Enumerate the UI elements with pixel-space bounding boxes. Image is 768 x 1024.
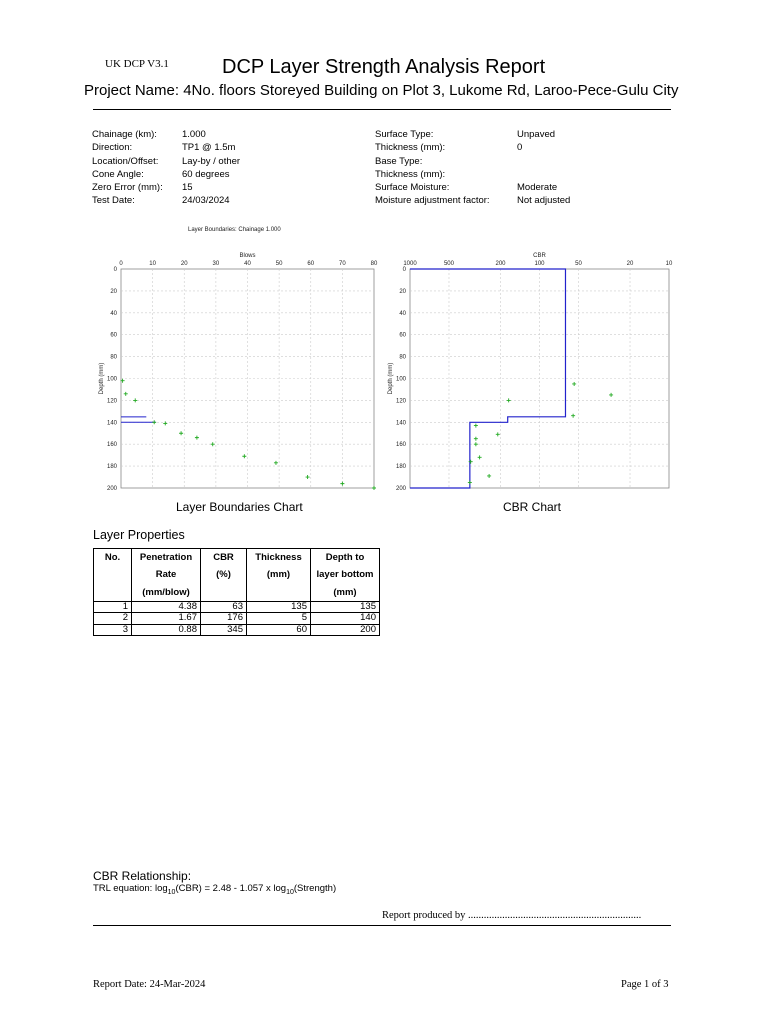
table-row [94,601,380,613]
col-header-thickness [247,549,311,602]
report-produced-by: Report produced by .................................................................. [382,910,642,921]
table-row [94,613,380,625]
info-label: Surface Moisture: [375,182,450,194]
cbr-chart-caption: CBR Chart [503,500,562,514]
col-header-no [94,549,132,602]
y-tick-label: 100 [106,376,117,383]
y-tick-label: 100 [395,376,406,383]
info-value: Not adjusted [517,195,571,207]
y-tick-label: 40 [110,310,117,317]
chart-small-title: Layer Boundaries: Chainage 1.000 [188,227,281,233]
y-tick-label: 160 [106,442,117,449]
info-value: Lay-by / other [182,155,241,167]
info-label: Moisture adjustment factor: [375,195,490,207]
table-cell: 2 [94,613,132,625]
cbr-relationship-heading: CBR Relationship: [93,869,192,883]
table-header-row [94,549,380,602]
y-tick-label: 60 [399,332,406,339]
equation-part: (CBR) = 2.48 - 1.057 x log [175,883,287,894]
report-date: Report Date: 24-Mar-2024 [93,979,206,990]
y-tick-label: 200 [106,486,117,492]
table-cell: 135 [311,601,380,613]
info-label: Thickness (mm): [375,142,446,154]
info-label: Test Date: [92,195,135,207]
layer-boundaries-caption: Layer Boundaries Chart [176,500,303,514]
info-value: 60 degrees [182,168,230,180]
info-value: 24/03/2024 [182,195,230,207]
y-tick-label: 160 [395,442,406,449]
table-cell: 345 [201,624,247,636]
table-cell: 176 [201,613,247,625]
header-divider [93,109,671,110]
info-left-labels [92,128,163,208]
footer-divider [93,925,671,926]
x-tick-label: 80 [370,261,378,267]
cbr-chart [380,244,680,496]
col-header-depth-to-bottom [311,549,380,602]
x-tick-label: 1000 [403,261,417,267]
x-tick-label: 50 [275,261,283,267]
header-line: No. [104,552,121,563]
x-tick-label: 0 [119,261,123,267]
header-line: Depth to [325,552,365,563]
info-label: Direction: [92,142,133,154]
y-tick-label: 180 [395,464,406,471]
project-name: Project Name: 4No. floors Storeyed Building on Plot 3, Lukome Rd, Laroo-Pece-Gulu City [84,82,679,99]
x-tick-label: 40 [244,261,251,267]
table-cell: 3 [94,624,132,636]
y-tick-label: 20 [399,288,406,295]
header-line: (mm) [266,569,291,581]
table-cell: 5 [247,613,311,625]
report-title: DCP Layer Strength Analysis Report [222,56,546,78]
version-label: UK DCP V3.1 [105,58,169,70]
info-value: 1.000 [182,129,206,140]
info-label: Zero Error (mm): [92,182,163,194]
info-label: Thickness (mm): [375,168,446,180]
table-cell: 60 [247,624,311,636]
table-cell: 135 [247,601,311,613]
x-tick-label: 10 [665,261,673,267]
info-right-labels [375,128,490,208]
layer-properties-table [93,548,380,636]
x-tick-label: 100 [534,261,545,267]
y-tick-label: 60 [110,332,117,339]
info-value: 0 [517,142,523,154]
x-tick-label: 20 [180,261,188,267]
header-line: CBR [213,552,234,563]
y-tick-label: 140 [106,420,117,427]
page-number: Page 1 of 3 [621,979,669,990]
col-header-cbr [201,549,247,602]
y-tick-label: 140 [395,420,406,427]
y-tick-label: 120 [106,398,117,405]
info-left-values [182,128,240,208]
header-line: layer bottom [316,569,374,581]
info-label: Base Type: [375,155,423,167]
info-label: Location/Offset: [92,155,159,167]
x-tick-label: 70 [339,261,346,267]
y-axis-label: Depth (mm) [99,362,105,395]
y-tick-label: 180 [106,464,117,471]
y-tick-label: 80 [399,354,406,361]
header-line: Rate [155,569,177,581]
info-value: 15 [182,182,193,194]
y-tick-label: 0 [402,267,406,273]
x-axis-label: CBR [533,253,546,259]
info-label: Cone Angle: [92,168,144,180]
info-value [517,168,570,181]
header-line: (%) [216,569,231,581]
info-value: TP1 @ 1.5m [182,142,236,154]
table-cell: 63 [201,601,247,613]
equation-part: TRL equation: log [93,883,168,894]
equation-subscript: 10 [167,888,176,896]
x-tick-label: 20 [626,261,634,267]
table-cell: 200 [311,624,380,636]
table-cell: 4.38 [132,601,201,613]
table-cell: 0.88 [132,624,201,636]
layer-properties-heading: Layer Properties [93,528,185,542]
y-tick-label: 80 [110,354,117,361]
x-tick-label: 50 [575,261,582,267]
y-tick-label: 200 [395,486,406,492]
header-line: (mm) [333,586,357,598]
x-tick-label: 10 [149,261,156,267]
info-label: Surface Type: [375,129,434,140]
table-cell: 140 [311,613,380,625]
y-axis-label: Depth (mm) [388,362,394,395]
x-tick-label: 60 [307,261,315,267]
x-tick-label: 500 [443,261,454,267]
table-cell: 1 [94,601,132,613]
header-line: (mm/blow) [142,586,190,598]
info-value: Moderate [517,182,558,194]
table-row [94,624,380,636]
info-label: Chainage (km): [92,129,157,140]
info-value: Unpaved [517,129,556,140]
y-tick-label: 20 [110,288,117,295]
info-value [517,155,570,168]
table-cell: 1.67 [132,613,201,625]
y-tick-label: 120 [395,398,406,405]
y-tick-label: 0 [113,267,117,273]
col-header-penetration-rate [132,549,201,602]
header-line: Penetration [139,552,193,563]
header-line: Thickness [255,552,302,563]
x-tick-label: 30 [212,261,220,267]
info-right-values [517,128,570,208]
layer-boundaries-chart [86,244,382,496]
x-tick-label: 200 [495,261,506,267]
x-axis-label: Blows [239,253,256,259]
trl-equation [93,883,336,896]
y-tick-label: 40 [399,310,406,317]
equation-part: (Strength) [293,883,337,894]
equation-subscript: 10 [286,888,294,896]
